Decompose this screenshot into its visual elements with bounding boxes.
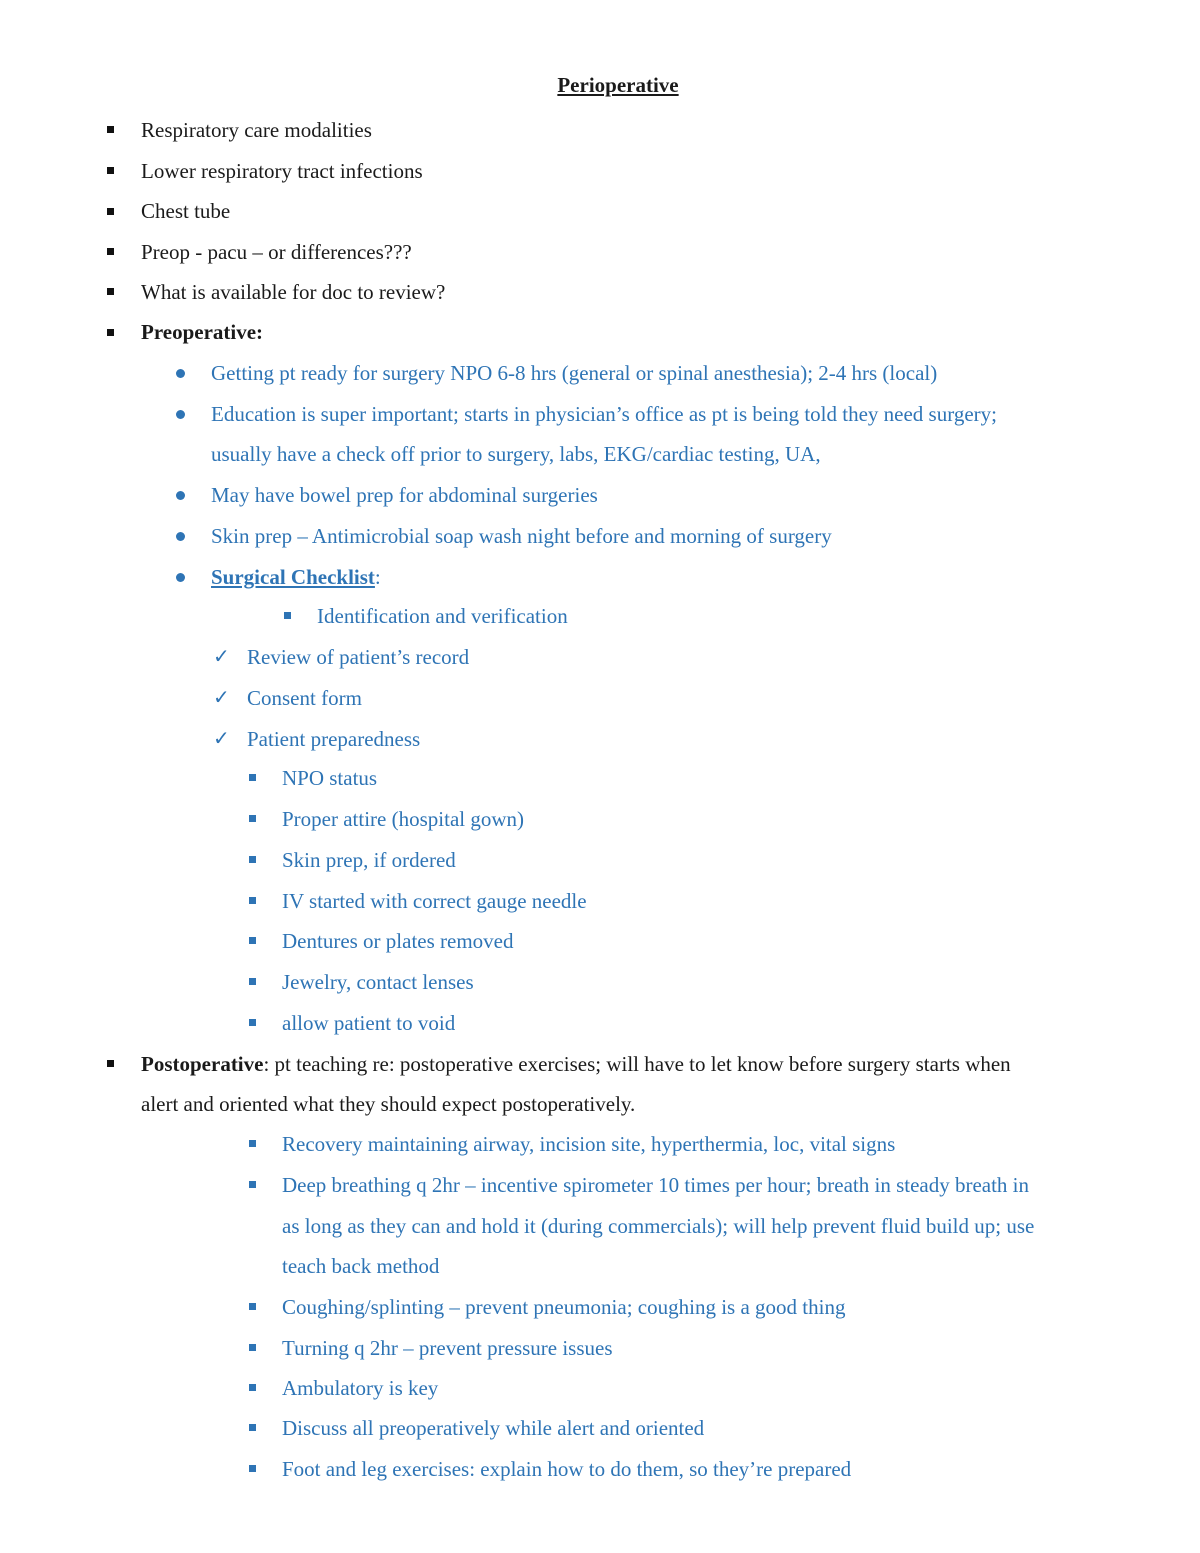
postop-item: Discuss all preoperatively while alert and oriented <box>282 1416 705 1440</box>
square-bullet-icon <box>107 167 114 174</box>
surgical-checklist-link: Surgical Checklist <box>211 565 375 589</box>
square-bullet-icon <box>107 1060 114 1067</box>
check-item: Review of patient’s record <box>247 645 470 669</box>
preop-bullet: Skin prep – Antimicrobial soap wash night before and morning of surgery <box>211 524 832 548</box>
prep-item: NPO status <box>282 766 378 790</box>
preop-bullet: Education is super important; starts in physician’s office as pt is being told they need surgery; <box>211 402 997 426</box>
top-item: Chest tube <box>141 199 231 223</box>
square-bullet-icon <box>249 1344 256 1351</box>
round-bullet-icon <box>176 573 185 582</box>
square-bullet-icon <box>249 815 256 822</box>
round-bullet-icon <box>176 410 185 419</box>
square-bullet-icon <box>107 208 114 215</box>
postop-item-continuation: as long as they can and hold it (during commercials); will help prevent fluid build up; use <box>282 1214 1035 1238</box>
check-item: Consent form <box>247 686 362 710</box>
checkmark-icon: ✓ <box>213 726 230 750</box>
top-item: Preop - pacu – or differences??? <box>141 240 412 264</box>
prep-item: Proper attire (hospital gown) <box>282 807 525 831</box>
prep-item: Dentures or plates removed <box>282 929 514 953</box>
postop-paragraph-line: Postoperative: pt teaching re: postoperative exercises; will have to let know before surgery starts when <box>141 1052 1011 1076</box>
square-bullet-icon <box>284 612 291 619</box>
postop-item-continuation: teach back method <box>282 1254 440 1278</box>
square-bullet-icon <box>107 126 114 133</box>
postop-item: Deep breathing q 2hr – incentive spirometer 10 times per hour; breath in steady breath in <box>282 1173 1030 1197</box>
postop-heading: Postoperative <box>141 1052 264 1076</box>
square-bullet-icon <box>249 937 256 944</box>
square-bullet-icon <box>249 1465 256 1472</box>
square-bullet-icon <box>107 248 114 255</box>
page-title: Perioperative <box>557 73 679 97</box>
postop-item: Ambulatory is key <box>282 1376 439 1400</box>
surgical-checklist-heading: Surgical Checklist: <box>211 565 381 589</box>
postop-item: Recovery maintaining airway, incision site, hyperthermia, loc, vital signs <box>282 1132 896 1156</box>
postop-paragraph-line: alert and oriented what they should expect postoperatively. <box>141 1092 636 1116</box>
prep-item: Jewelry, contact lenses <box>282 970 474 994</box>
round-bullet-icon <box>176 491 185 500</box>
identification-item: Identification and verification <box>317 604 568 628</box>
preop-bullet: May have bowel prep for abdominal surgeries <box>211 483 598 507</box>
prep-item: Skin prep, if ordered <box>282 848 456 872</box>
square-bullet-icon <box>249 856 256 863</box>
checkmark-icon: ✓ <box>213 685 230 709</box>
square-bullet-icon <box>249 1303 256 1310</box>
square-bullet-icon <box>107 329 114 336</box>
prep-item: allow patient to void <box>282 1011 456 1035</box>
top-item: Respiratory care modalities <box>141 118 372 142</box>
square-bullet-icon <box>249 978 256 985</box>
postop-item: Coughing/splinting – prevent pneumonia; coughing is a good thing <box>282 1295 846 1319</box>
square-bullet-icon <box>249 1019 256 1026</box>
square-bullet-icon <box>249 1384 256 1391</box>
square-bullet-icon <box>249 1181 256 1188</box>
top-item: What is available for doc to review? <box>141 280 446 304</box>
preop-heading: Preoperative: <box>141 320 264 344</box>
square-bullet-icon <box>107 288 114 295</box>
preop-bullet: Getting pt ready for surgery NPO 6-8 hrs (general or spinal anesthesia); 2-4 hrs (local) <box>211 361 938 385</box>
top-item: Lower respiratory tract infections <box>141 159 423 183</box>
postop-item: Foot and leg exercises: explain how to do them, so they’re prepared <box>282 1457 852 1481</box>
prep-item: IV started with correct gauge needle <box>282 889 587 913</box>
checkmark-icon: ✓ <box>213 644 230 668</box>
check-item: Patient preparedness <box>247 727 421 751</box>
square-bullet-icon <box>249 774 256 781</box>
preop-bullet-continuation: usually have a check off prior to surgery, labs, EKG/cardiac testing, UA, <box>211 442 821 466</box>
square-bullet-icon <box>249 1424 256 1431</box>
square-bullet-icon <box>249 897 256 904</box>
postop-item: Turning q 2hr – prevent pressure issues <box>282 1336 613 1360</box>
round-bullet-icon <box>176 532 185 541</box>
round-bullet-icon <box>176 369 185 378</box>
square-bullet-icon <box>249 1140 256 1147</box>
